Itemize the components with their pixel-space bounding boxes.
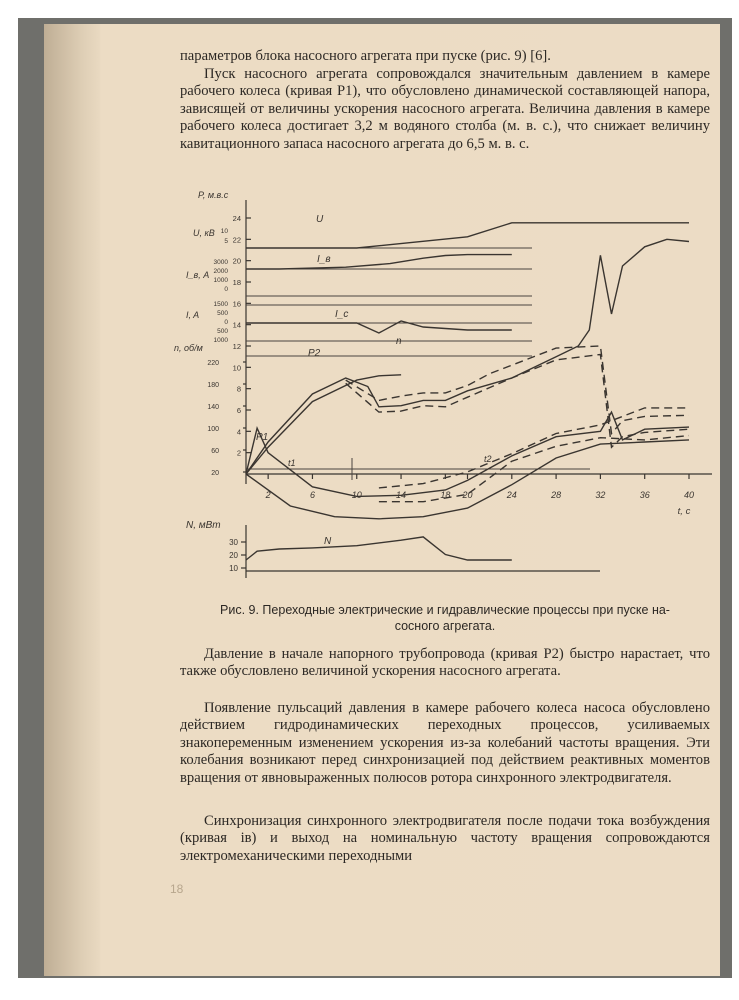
- time-tick-label: 20: [462, 490, 473, 500]
- axis-label-stator-current: I, A: [186, 310, 200, 320]
- current-tick-label: 1500: [213, 301, 228, 308]
- excitation-tick-label: 3000: [213, 259, 228, 266]
- time-tick-label: 6: [309, 490, 315, 500]
- series-line-pressure-p1: [246, 412, 689, 496]
- series-label-stator-current: I_c: [335, 309, 349, 320]
- series-line-voltage: [246, 223, 689, 248]
- pressure-tick-label: 10: [232, 363, 241, 373]
- pressure-tick-label: 2: [236, 448, 241, 458]
- series-line-speed: [246, 375, 401, 474]
- current-tick-label: 1000: [213, 337, 228, 344]
- excitation-tick-label: 0: [224, 286, 228, 293]
- time-axis-label: t, c: [677, 506, 691, 517]
- paragraph-pressure-p1: Пуск насосного агрегата сопровождался значительным давлением в камере рабочего колеса (кривая P1), что обусловлено динамической составляющей напора, зависящей от величины ускорения насосного агрегата. Величина давления в камере рабочего колеса достигает 3,2 м водяного столба (м. в. с.), что снижает величину кавитационного запаса насосного агрегата до 6,5 м. в. с.: [180, 66, 710, 152]
- series-label-voltage: U: [316, 214, 324, 225]
- current-tick-label: 500: [217, 328, 228, 335]
- dashed-envelope-upper: [346, 346, 689, 434]
- excitation-tick-label: 2000: [213, 268, 228, 275]
- pressure-tick-label: 6: [236, 406, 241, 415]
- time-tick-label: 10: [351, 490, 362, 500]
- figure-caption-line-2: сосного агрегата.: [394, 619, 496, 633]
- pressure-tick-label: 18: [232, 278, 241, 287]
- figure-caption-line-1: Рис. 9. Переходные электрические и гидравлические процессы при пуске на-: [220, 603, 670, 617]
- speed-tick-label: 20: [211, 470, 219, 477]
- marker-t2-label: t2: [484, 454, 492, 464]
- excitation-tick-label: 1000: [213, 277, 228, 284]
- series-label-pressure-p2: P2: [308, 348, 321, 359]
- page-number: 18: [170, 882, 184, 896]
- paragraph-pulsations: Появление пульсаций давления в камере рабочего колеса насоса обусловлено действием гидродинамических переходных процессов, усиливаемых знакопеременным изменением ускорения из-за колебаний частоты вращения. Эти колебания возникают перед синхронизацией под действием реактивных моментов вращения от явновыраженных полюсов ротора синхронного электродвигателя.: [180, 700, 710, 786]
- speed-tick-label: 140: [207, 404, 219, 411]
- speed-tick-label: 180: [207, 382, 219, 389]
- time-tick-label: 2: [265, 490, 271, 500]
- power-tick-label: 10: [229, 564, 238, 573]
- time-tick-label: 40: [683, 490, 695, 500]
- power-tick-label: 20: [229, 551, 238, 560]
- axis-label-excitation-current: I_в, A: [186, 270, 210, 280]
- axis-label-power: N, мВт: [186, 520, 221, 531]
- speed-tick-label: 60: [211, 448, 219, 455]
- speed-tick-label: 100: [207, 426, 219, 433]
- series-line-excitation-current: [246, 255, 512, 269]
- time-tick-label: 36: [639, 490, 650, 500]
- pressure-tick-label: 8: [236, 384, 241, 394]
- axis-label-speed: n, об/м: [174, 343, 203, 353]
- dashed-envelope-p1-upper: [379, 408, 689, 488]
- pressure-tick-label: 12: [232, 342, 241, 351]
- marker-t1-label: t1: [288, 458, 296, 468]
- time-tick-label: 24: [506, 490, 517, 500]
- series-line-pressure-p1-lower: [246, 440, 689, 519]
- axis-label-voltage: U, кВ: [193, 228, 215, 238]
- voltage-tick-label: 10: [220, 228, 228, 235]
- pressure-tick-label: 14: [232, 320, 241, 330]
- speed-tick-label: 220: [207, 360, 219, 367]
- axis-label-pressure: P, м.в.с: [198, 190, 229, 200]
- time-tick-label: 14: [396, 490, 407, 500]
- pressure-tick-label: 4: [236, 427, 241, 437]
- series-label-excitation-current: I_в: [317, 254, 331, 265]
- pressure-tick-label: 20: [232, 256, 241, 266]
- power-tick-label: 30: [229, 538, 238, 547]
- pressure-tick-label: 22: [232, 235, 241, 245]
- time-tick-label: 18: [440, 490, 451, 500]
- current-tick-label: 0: [224, 319, 228, 326]
- paragraph-intro: параметров блока насосного агрегата при пуске (рис. 9) [6].: [180, 48, 551, 64]
- series-label-pressure-p1: P1: [256, 432, 269, 443]
- pressure-tick-label: 24: [232, 214, 241, 223]
- time-tick-label: 32: [595, 490, 606, 500]
- time-tick-label: 28: [551, 490, 562, 500]
- voltage-tick-label: 5: [224, 238, 228, 245]
- series-label-speed: n: [396, 336, 402, 347]
- series-line-power: [246, 537, 512, 560]
- series-label-power: N: [324, 536, 332, 547]
- pressure-tick-label: 16: [232, 299, 241, 309]
- paragraph-pressure-p2: Давление в начале напорного трубопровода (кривая P2) быстро нарастает, что также обусловлено величиной ускорения насосного агрегата.: [180, 646, 710, 680]
- paragraph-synchronization: Синхронизация синхронного электродвигателя после подачи тока возбуждения (кривая iв) и выход на номинальную частоту вращения сопровождаются электромеханическими переходными: [180, 813, 710, 864]
- current-tick-label: 500: [217, 310, 228, 317]
